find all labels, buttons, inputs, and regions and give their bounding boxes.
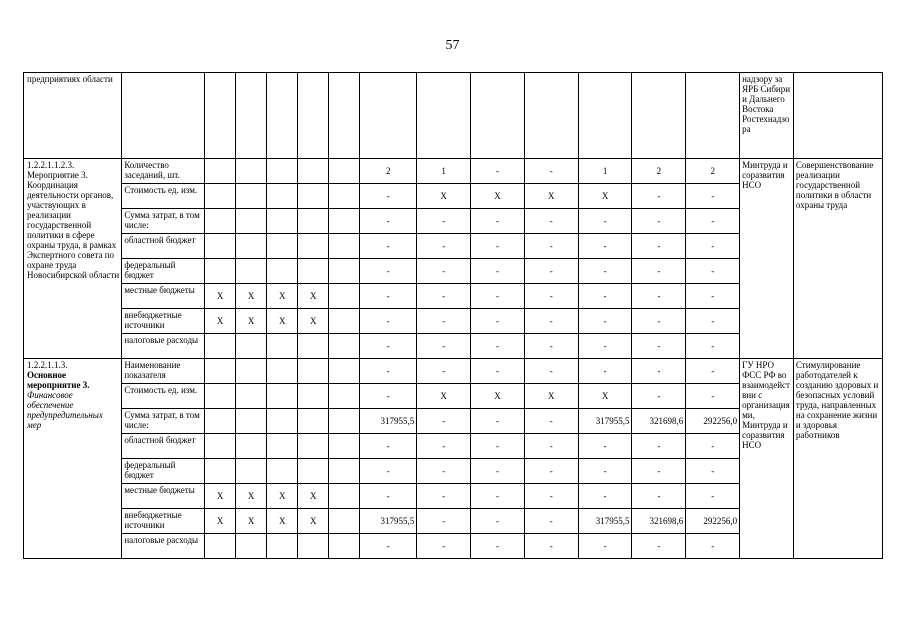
code-cell xyxy=(236,534,267,559)
code-cell: X xyxy=(236,309,267,334)
code-cell xyxy=(298,434,329,459)
measure-name-cell: предприятиях области xyxy=(24,73,122,159)
value-cell: - xyxy=(578,434,632,459)
code-cell xyxy=(205,159,236,184)
code-cell xyxy=(236,434,267,459)
value-cell: - xyxy=(686,334,740,359)
value-cell: - xyxy=(578,484,632,509)
value-cell: - xyxy=(471,234,525,259)
value-cell: 317955,5 xyxy=(578,509,632,534)
code-cell xyxy=(205,259,236,284)
expected-result-cell: Совершенствование реализации государственной политики в области охраны труда xyxy=(793,159,882,359)
value-cell: - xyxy=(417,459,471,484)
value-cell: - xyxy=(360,534,417,559)
value-cell: - xyxy=(360,259,417,284)
code-cell xyxy=(205,534,236,559)
measure-name-cell xyxy=(24,359,122,559)
code-cell xyxy=(267,434,298,459)
value-cell: - xyxy=(360,434,417,459)
value-cell: X xyxy=(417,184,471,209)
value-cell: - xyxy=(417,209,471,234)
value-cell: - xyxy=(360,184,417,209)
code-cell xyxy=(298,534,329,559)
empty-cell xyxy=(329,509,360,534)
executor-cell: Минтруда и соразвития НСО xyxy=(740,159,794,359)
code-cell: X xyxy=(205,484,236,509)
indicator-label: Сумма затрат, в том числе: xyxy=(122,409,205,434)
value-cell: - xyxy=(524,409,578,434)
code-cell xyxy=(267,409,298,434)
value-cell: - xyxy=(471,534,525,559)
value-cell: - xyxy=(632,184,686,209)
value-cell: - xyxy=(632,384,686,409)
code-cell xyxy=(205,384,236,409)
code-cell xyxy=(298,359,329,384)
value-cell: - xyxy=(524,484,578,509)
measure-description: Финансовое обеспечение предупредительных мер xyxy=(27,390,103,430)
code-cell xyxy=(298,334,329,359)
indicator-label: налоговые расходы xyxy=(122,534,205,559)
value-cell: - xyxy=(686,209,740,234)
value-cell: - xyxy=(524,284,578,309)
value-cell: 2 xyxy=(686,159,740,184)
indicator-label: Сумма затрат, в том числе: xyxy=(122,209,205,234)
code-cell: X xyxy=(236,509,267,534)
code-cell xyxy=(236,384,267,409)
measure-name-cell xyxy=(24,159,122,359)
value-cell: - xyxy=(471,509,525,534)
code-cell xyxy=(236,259,267,284)
value-cell: 321698,6 xyxy=(632,409,686,434)
value-cell: - xyxy=(417,334,471,359)
empty-cell xyxy=(329,434,360,459)
code-cell xyxy=(205,184,236,209)
code-cell xyxy=(267,334,298,359)
value-cell: - xyxy=(524,509,578,534)
value-cell: - xyxy=(578,334,632,359)
value-cell: - xyxy=(471,484,525,509)
value-cell: 2 xyxy=(632,159,686,184)
code-cell xyxy=(267,459,298,484)
code-cell: X xyxy=(236,284,267,309)
value-cell: - xyxy=(578,534,632,559)
code-cell xyxy=(205,359,236,384)
value-cell: - xyxy=(471,359,525,384)
value-cell: 2 xyxy=(360,159,417,184)
program-table xyxy=(23,72,883,559)
indicator-label: федеральный бюджет xyxy=(122,459,205,484)
value-cell: - xyxy=(578,459,632,484)
value-cell: - xyxy=(524,209,578,234)
value-cell: - xyxy=(632,234,686,259)
value-cell: X xyxy=(417,384,471,409)
value-cell: - xyxy=(632,359,686,384)
measure-title: Основное мероприятие 3. xyxy=(27,370,90,390)
value-cell: - xyxy=(632,209,686,234)
indicator-label: внебюджетные источники xyxy=(122,309,205,334)
table-row xyxy=(24,159,883,184)
value-cell: - xyxy=(524,434,578,459)
value-cell: - xyxy=(417,309,471,334)
empty-cell xyxy=(329,259,360,284)
value-cell: X xyxy=(578,184,632,209)
value-cell: - xyxy=(632,434,686,459)
value-cell: - xyxy=(524,534,578,559)
value-cell: - xyxy=(360,334,417,359)
empty-cell xyxy=(329,234,360,259)
value-cell: - xyxy=(686,234,740,259)
empty-cell xyxy=(329,284,360,309)
value-cell: X xyxy=(471,184,525,209)
empty-cell xyxy=(329,334,360,359)
value-cell: - xyxy=(471,284,525,309)
code-cell xyxy=(205,234,236,259)
table-row xyxy=(24,73,883,159)
value-cell: - xyxy=(360,209,417,234)
value-cell: - xyxy=(471,459,525,484)
code-cell xyxy=(298,184,329,209)
value-cell: - xyxy=(417,259,471,284)
executor-cell: надзору за ЯРБ Сибири и Дальнего Востока Ростехнадзора xyxy=(740,73,794,159)
empty-cell xyxy=(329,184,360,209)
empty-cell xyxy=(329,159,360,184)
code-cell: X xyxy=(236,484,267,509)
expected-result-cell: Стимулирование работодателей к созданию здоровых и безопасных условий труда, направленных на сохранение жизни и здоровья работников xyxy=(793,359,882,559)
value-cell: 317955,5 xyxy=(360,509,417,534)
code-cell xyxy=(205,409,236,434)
value-cell: - xyxy=(632,534,686,559)
value-cell: - xyxy=(686,184,740,209)
code-cell: X xyxy=(267,484,298,509)
value-cell: - xyxy=(632,309,686,334)
code-cell xyxy=(267,534,298,559)
value-cell: - xyxy=(524,334,578,359)
value-cell: - xyxy=(360,384,417,409)
page-number: 57 xyxy=(445,38,460,53)
value-cell: - xyxy=(417,284,471,309)
code-cell xyxy=(298,259,329,284)
code-cell xyxy=(236,359,267,384)
value-cell: - xyxy=(686,259,740,284)
value-cell: - xyxy=(360,284,417,309)
value-cell: - xyxy=(686,384,740,409)
code-cell xyxy=(205,209,236,234)
value-cell: - xyxy=(360,459,417,484)
value-cell: X xyxy=(471,384,525,409)
empty-cell xyxy=(329,409,360,434)
code-cell: X xyxy=(205,284,236,309)
value-cell: 292256,0 xyxy=(686,409,740,434)
value-cell: - xyxy=(686,534,740,559)
value-cell: X xyxy=(524,384,578,409)
value-cell: - xyxy=(417,509,471,534)
code-cell: X xyxy=(205,309,236,334)
value-cell: - xyxy=(686,309,740,334)
code-cell xyxy=(236,334,267,359)
value-cell: - xyxy=(632,259,686,284)
value-cell: - xyxy=(632,484,686,509)
empty-cell xyxy=(329,359,360,384)
value-cell: - xyxy=(471,434,525,459)
code-cell xyxy=(298,234,329,259)
value-cell: - xyxy=(471,309,525,334)
value-cell: - xyxy=(686,434,740,459)
code-cell: X xyxy=(298,484,329,509)
code-cell xyxy=(267,159,298,184)
value-cell: - xyxy=(524,459,578,484)
value-cell: - xyxy=(524,359,578,384)
empty-cell xyxy=(329,459,360,484)
value-cell: - xyxy=(417,484,471,509)
value-cell: - xyxy=(360,234,417,259)
code-cell xyxy=(267,234,298,259)
code-cell xyxy=(236,409,267,434)
code-cell xyxy=(236,184,267,209)
empty-cell xyxy=(329,309,360,334)
indicator-label: Количество заседаний, шт. xyxy=(122,159,205,184)
code-cell: X xyxy=(267,284,298,309)
code-cell xyxy=(298,209,329,234)
code-cell: X xyxy=(298,309,329,334)
code-cell xyxy=(236,159,267,184)
value-cell: - xyxy=(417,234,471,259)
value-cell: - xyxy=(578,234,632,259)
indicator-label: Стоимость ед. изм. xyxy=(122,184,205,209)
code-cell xyxy=(298,459,329,484)
value-cell: - xyxy=(471,409,525,434)
code-cell xyxy=(236,209,267,234)
code-cell xyxy=(205,334,236,359)
value-cell: - xyxy=(578,359,632,384)
code-cell xyxy=(267,209,298,234)
indicator-label: Наименование показателя xyxy=(122,359,205,384)
value-cell: 317955,5 xyxy=(360,409,417,434)
value-cell: - xyxy=(417,359,471,384)
measure-code: 1.2.2.1.1.3. xyxy=(27,360,68,370)
code-cell xyxy=(267,184,298,209)
indicator-label: внебюджетные источники xyxy=(122,509,205,534)
value-cell: - xyxy=(524,159,578,184)
value-cell: - xyxy=(578,209,632,234)
empty-cell xyxy=(329,484,360,509)
code-cell xyxy=(205,459,236,484)
value-cell: X xyxy=(524,184,578,209)
value-cell: - xyxy=(632,284,686,309)
code-cell xyxy=(298,384,329,409)
code-cell: X xyxy=(205,509,236,534)
code-cell: X xyxy=(267,509,298,534)
value-cell: - xyxy=(471,159,525,184)
indicator-label: местные бюджеты xyxy=(122,484,205,509)
indicator-label: областной бюджет xyxy=(122,234,205,259)
executor-cell: ГУ НРО ФСС РФ во взаимодействии с организациями, Минтруда и соразвития НСО xyxy=(740,359,794,559)
empty-cell xyxy=(329,209,360,234)
code-cell xyxy=(267,259,298,284)
value-cell: - xyxy=(360,309,417,334)
value-cell: - xyxy=(417,534,471,559)
value-cell: - xyxy=(524,234,578,259)
code-cell: X xyxy=(298,509,329,534)
value-cell: - xyxy=(578,259,632,284)
value-cell: - xyxy=(471,334,525,359)
indicator-label: Стоимость ед. изм. xyxy=(122,384,205,409)
code-cell: X xyxy=(298,284,329,309)
empty-cell xyxy=(329,534,360,559)
value-cell: - xyxy=(417,409,471,434)
value-cell: - xyxy=(360,484,417,509)
value-cell: - xyxy=(686,484,740,509)
indicator-label: местные бюджеты xyxy=(122,284,205,309)
value-cell: - xyxy=(471,259,525,284)
measure-code: 1.2.2.1.1.2.3. xyxy=(27,160,75,170)
empty-cell xyxy=(329,384,360,409)
code-cell xyxy=(298,159,329,184)
value-cell: - xyxy=(686,284,740,309)
value-cell: 292256,0 xyxy=(686,509,740,534)
value-cell: 1 xyxy=(417,159,471,184)
value-cell: - xyxy=(471,209,525,234)
value-cell: - xyxy=(686,459,740,484)
measure-description: Координация деятельности органов, участвующих в реализации государственной политики в сфере охраны труда, в рамках Экспертного совета по охране труда Новосибирской области xyxy=(27,180,120,280)
value-cell: - xyxy=(524,309,578,334)
value-cell: - xyxy=(360,359,417,384)
indicator-label: федеральный бюджет xyxy=(122,259,205,284)
value-cell: 1 xyxy=(578,159,632,184)
code-cell xyxy=(236,234,267,259)
value-cell: 321698,6 xyxy=(632,509,686,534)
value-cell: 317955,5 xyxy=(578,409,632,434)
code-cell xyxy=(298,409,329,434)
value-cell: - xyxy=(632,459,686,484)
value-cell: - xyxy=(578,284,632,309)
code-cell xyxy=(267,359,298,384)
measure-title: Мероприятие 3. xyxy=(27,170,88,180)
indicator-label: налоговые расходы xyxy=(122,334,205,359)
table-row xyxy=(24,359,883,384)
indicator-label: областной бюджет xyxy=(122,434,205,459)
value-cell: - xyxy=(632,334,686,359)
code-cell xyxy=(267,384,298,409)
value-cell: - xyxy=(578,309,632,334)
code-cell: X xyxy=(267,309,298,334)
value-cell: - xyxy=(524,259,578,284)
value-cell: X xyxy=(578,384,632,409)
value-cell: - xyxy=(417,434,471,459)
value-cell: - xyxy=(686,359,740,384)
code-cell xyxy=(236,459,267,484)
code-cell xyxy=(205,434,236,459)
